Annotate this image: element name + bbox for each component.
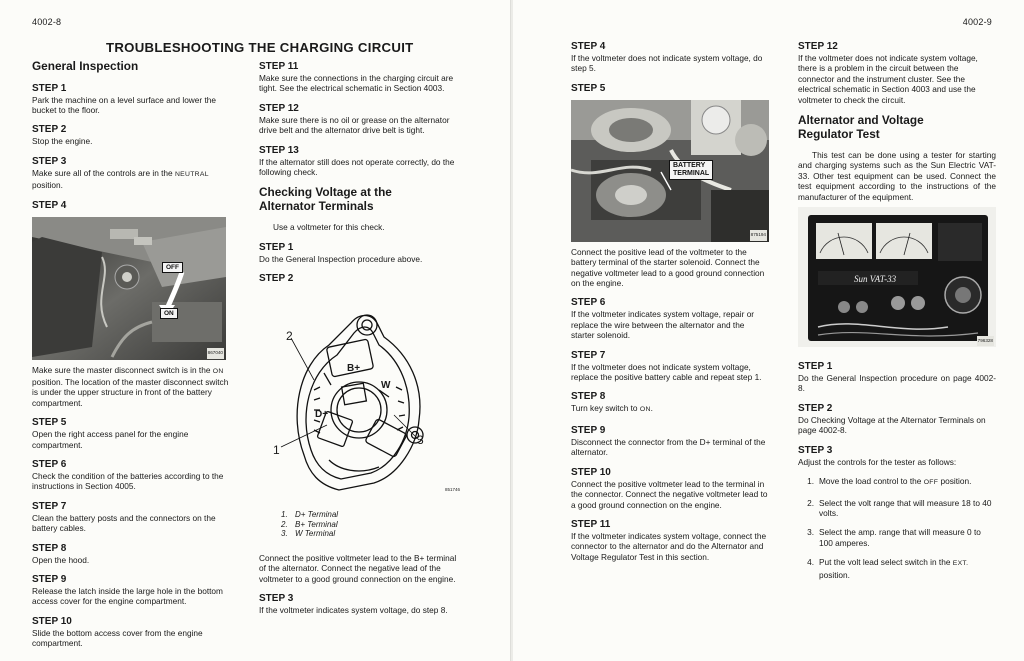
text-run: Make sure the master disconnect switch is in the bbox=[32, 364, 213, 375]
right-column-2 bbox=[798, 41, 996, 580]
step-text bbox=[32, 168, 230, 191]
small-caps-run: OFF bbox=[923, 479, 939, 487]
step-text: Do Checking Voltage at the Alternator Terminals on page 4002-8. bbox=[798, 414, 986, 436]
step4-text bbox=[32, 365, 230, 409]
step-text: Adjust the controls for the tester as follows: bbox=[798, 456, 957, 467]
heading-line: Checking Voltage at the bbox=[259, 185, 392, 200]
tester-photo-art bbox=[798, 207, 996, 347]
callout-3: 3 bbox=[417, 433, 424, 448]
label-line: TERMINAL bbox=[673, 169, 710, 177]
step-label: STEP 2 bbox=[798, 402, 833, 414]
tester-photo bbox=[798, 207, 996, 347]
photo-number: 875194 bbox=[750, 230, 767, 240]
right-page-number: 4002-9 bbox=[962, 17, 992, 27]
step-label: STEP 5 bbox=[571, 82, 606, 94]
battery-terminal-label bbox=[669, 160, 713, 180]
step-label: STEP 5 bbox=[32, 417, 67, 429]
step-text: Connect the positive voltmeter lead to the terminal in the connector. Connect the negative voltmeter lead to a good ground connection on the engine. bbox=[571, 478, 768, 510]
step-text: If the voltmeter does not indicate system voltage, do step 5. bbox=[571, 53, 763, 74]
alternator-figure bbox=[259, 285, 461, 510]
step-label: STEP 3 bbox=[32, 155, 67, 167]
step-text bbox=[571, 403, 769, 415]
step-text: Disconnect the connector from the D+ terminal of the alternator. bbox=[571, 436, 766, 458]
list-text: Select the volt range that will measure 18 to 40 volts. bbox=[819, 497, 992, 518]
step-label: STEP 6 bbox=[32, 458, 67, 470]
step-text: If the voltmeter indicates system voltage, repair or replace the wire between the alternator and the starter solenoid. bbox=[571, 309, 755, 341]
step-text: Slide the bottom access cover from the engine compartment. bbox=[32, 627, 203, 649]
step-label: STEP 12 bbox=[798, 41, 838, 52]
left-page bbox=[0, 0, 511, 661]
legend-row bbox=[281, 520, 457, 530]
list-num: 1. bbox=[807, 476, 814, 487]
checking-voltage-heading bbox=[259, 186, 457, 213]
step-label: STEP 2 bbox=[32, 124, 67, 136]
step-text: If the voltmeter does not indicate system voltage, there is a problem in the circuit between the connector and the instrument cluster. See the electrical schematic in Section 4003 and use the voltmeter to check the circuit. bbox=[798, 53, 978, 105]
list-text: Select the amp. range that will measure 0 to 100 amperes. bbox=[819, 527, 981, 548]
bplus-terminal-label: B+ bbox=[347, 363, 361, 375]
legend-num: 3. bbox=[281, 529, 288, 539]
page-title: TROUBLESHOOTING THE CHARGING CIRCUIT bbox=[106, 40, 414, 55]
on-label: ON bbox=[160, 308, 178, 319]
step-text: Do the General Inspection procedure above. bbox=[259, 253, 423, 264]
intro-text: This test can be done using a tester for starting and charging systems such as the Sun Electric VAT-33. Other test equipment can be used. Connect the test equipment according to the instructions of the manufacturer of the equipment. bbox=[798, 150, 996, 202]
list-item bbox=[798, 527, 996, 548]
figure-legend bbox=[259, 510, 457, 539]
step-text: If the alternator still does not operate correctly, do the following check. bbox=[259, 156, 455, 178]
general-inspection-heading: General Inspection bbox=[32, 59, 139, 73]
step-text: If the voltmeter does not indicate system voltage, replace the positive battery cable and repeat step 1. bbox=[571, 361, 762, 383]
legend-row bbox=[281, 529, 457, 539]
step2-text: Connect the positive voltmeter lead to the B+ terminal of the alternator. Connect the negative lead of the voltmeter to a good ground connection on the engine. bbox=[259, 553, 457, 584]
intro-text: Use a voltmeter for this check. bbox=[273, 222, 385, 233]
text-run: . bbox=[650, 403, 653, 414]
master-switch-photo bbox=[32, 217, 226, 360]
step-text: Do the General Inspection procedure on page 4002-8. bbox=[798, 373, 996, 394]
left-column-1 bbox=[32, 60, 230, 649]
text-run: position. bbox=[819, 569, 850, 580]
legend-text: D+ Terminal bbox=[295, 510, 339, 520]
photo-number: 796328 bbox=[977, 336, 994, 346]
heading-line: Alternator and Voltage bbox=[798, 113, 924, 128]
step-label: STEP 8 bbox=[32, 542, 67, 554]
alternator-drawing bbox=[259, 285, 461, 510]
step-label: STEP 4 bbox=[32, 199, 67, 211]
legend-text: W Terminal bbox=[295, 529, 336, 539]
step-label: STEP 7 bbox=[32, 500, 67, 512]
right-column-1 bbox=[571, 41, 769, 562]
step-label: STEP 9 bbox=[571, 424, 606, 436]
small-caps-run: NEUTRAL bbox=[174, 170, 209, 178]
tester-brand: Sun VAT-33 bbox=[854, 274, 897, 285]
list-num: 2. bbox=[807, 497, 814, 508]
step-text: Stop the engine. bbox=[32, 136, 93, 147]
off-label: OFF bbox=[162, 262, 183, 273]
list-text bbox=[819, 557, 996, 580]
text-run: Make sure all of the controls are in the bbox=[32, 167, 175, 178]
starter-solenoid-photo bbox=[571, 100, 769, 242]
step-text: Make sure there is no oil or grease on the alternator drive belt and the alternator drive belt is tight. bbox=[259, 114, 450, 136]
list-num: 3. bbox=[807, 527, 814, 538]
legend-row bbox=[281, 510, 457, 520]
w-terminal-label: W bbox=[381, 380, 391, 392]
text-run: Put the volt lead select switch in the bbox=[819, 557, 953, 568]
text-run: position. The location of the master disconnect switch is under the upper structure in front of the battery compartment. bbox=[32, 376, 229, 408]
step-text: Park the machine on a level surface and lower the bucket to the floor. bbox=[32, 94, 217, 115]
step-label: STEP 8 bbox=[571, 391, 606, 403]
step-label: STEP 13 bbox=[259, 144, 299, 156]
step-label: STEP 3 bbox=[798, 444, 833, 456]
step-label: STEP 11 bbox=[571, 518, 611, 530]
step-label: STEP 1 bbox=[32, 82, 67, 94]
legend-num: 1. bbox=[281, 510, 288, 520]
step-text: Open the right access panel for the engine compartment. bbox=[32, 429, 189, 450]
step-text: Release the latch inside the large hole in the bottom access cover for the engine compartment. bbox=[32, 586, 223, 607]
step-text: If the voltmeter indicates system voltage, do step 8. bbox=[259, 605, 448, 616]
left-column-2 bbox=[259, 61, 461, 616]
legend-text: B+ Terminal bbox=[295, 519, 338, 529]
text-run: Move the load control to the bbox=[819, 476, 924, 487]
step-label: STEP 1 bbox=[798, 361, 833, 373]
text-run: Turn key switch to bbox=[571, 403, 640, 414]
step-label: STEP 6 bbox=[571, 297, 606, 309]
small-caps-run: EXT. bbox=[952, 560, 969, 568]
left-page-number: 4002-8 bbox=[32, 17, 62, 27]
step-label: STEP 11 bbox=[259, 61, 299, 72]
small-caps-run: ON bbox=[212, 367, 224, 375]
right-page bbox=[513, 0, 1024, 661]
figure-number: 851746 bbox=[445, 487, 461, 493]
step-label: STEP 7 bbox=[571, 349, 606, 361]
callout-1: 1 bbox=[273, 443, 280, 458]
step-label: STEP 10 bbox=[571, 466, 611, 478]
heading-line: Regulator Test bbox=[798, 126, 880, 141]
step-text: Open the hood. bbox=[32, 554, 90, 565]
list-item bbox=[798, 476, 996, 488]
small-caps-run: ON bbox=[639, 406, 651, 414]
step-label: STEP 2 bbox=[259, 273, 294, 285]
step-text: Check the condition of the batteries according to the instructions in Section 4005. bbox=[32, 470, 224, 492]
heading-line: Alternator Terminals bbox=[259, 198, 374, 213]
label-line: BATTERY bbox=[673, 161, 706, 169]
dplus-terminal-label: D+ bbox=[315, 409, 329, 421]
alternator-test-heading bbox=[798, 114, 996, 141]
step-label: STEP 12 bbox=[259, 102, 299, 114]
list-num: 4. bbox=[807, 557, 814, 568]
legend-num: 2. bbox=[281, 519, 288, 529]
step-label: STEP 1 bbox=[259, 241, 294, 253]
text-run: position. bbox=[938, 476, 972, 487]
step-label: STEP 3 bbox=[259, 593, 294, 605]
step-text: If the voltmeter indicates system voltage, connect the connector to the alternator and do the Alternator and Voltage Regulator Test in this section. bbox=[571, 530, 767, 562]
photo-number: 867040 bbox=[207, 348, 224, 358]
text-run: position. bbox=[32, 180, 63, 191]
step-text: Clean the battery posts and the connectors on the battery cables. bbox=[32, 512, 216, 534]
step-label: STEP 10 bbox=[32, 615, 72, 627]
list-item bbox=[798, 557, 996, 580]
step5-text: Connect the positive lead of the voltmeter to the battery terminal of the starter solenoid. Connect the negative voltmeter lead to a good ground connection on the engine. bbox=[571, 246, 765, 289]
step-text: Make sure the connections in the charging circuit are tight. See the electrical schematic in Section 4003. bbox=[259, 73, 454, 94]
step-label: STEP 9 bbox=[32, 574, 67, 585]
callout-2: 2 bbox=[286, 329, 293, 344]
master-switch-photo-art bbox=[32, 217, 226, 360]
step-label: STEP 4 bbox=[571, 41, 606, 52]
list-item bbox=[798, 498, 996, 519]
list-text bbox=[819, 476, 971, 488]
